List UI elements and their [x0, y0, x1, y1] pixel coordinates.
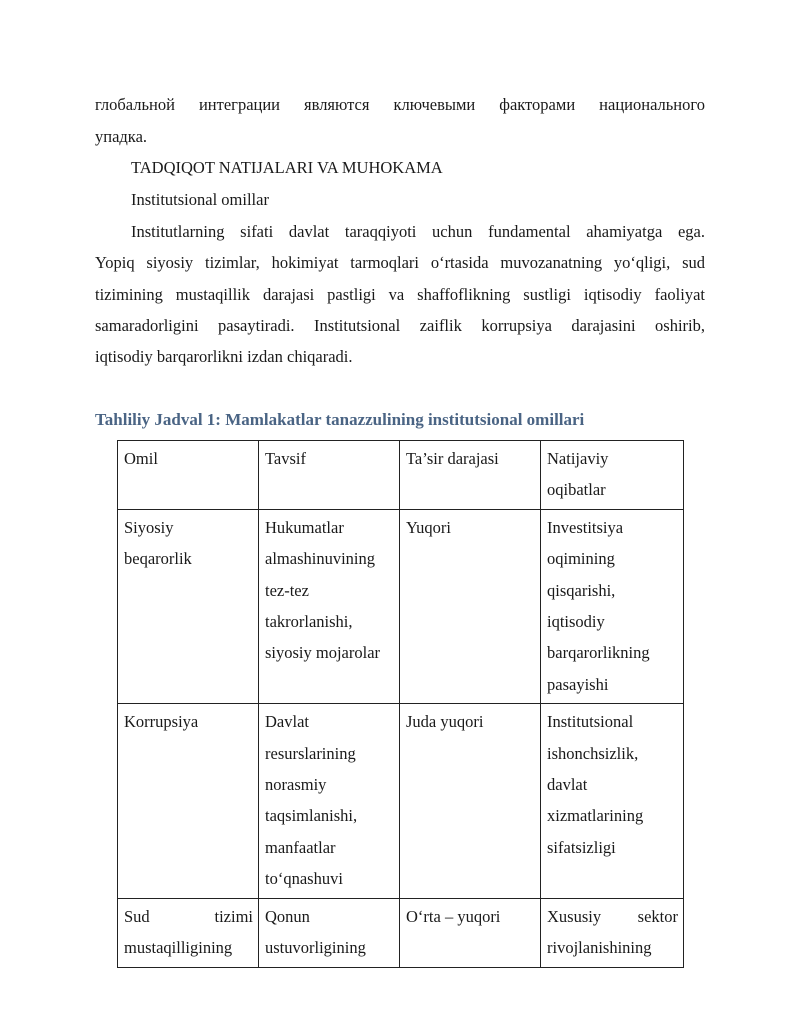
paragraph-line: Institutlarning sifati davlat taraqqiyoti uchun fundamental ahamiyatga ega.	[131, 222, 705, 241]
cell-line: Korrupsiya	[124, 712, 199, 732]
header-cell	[541, 441, 684, 510]
cell-line: Juda yuqori	[406, 712, 484, 732]
paragraph-line: tizimining mustaqillik darajasi pastligi va shaffoflikning sustligi iqtisodiy faoliyat	[95, 285, 705, 304]
cell-line: oqimining	[547, 549, 615, 569]
factors-table	[117, 440, 684, 968]
cell-line: beqarorlik	[124, 549, 192, 569]
table-cell	[118, 704, 259, 898]
cell-line: Ta’sir darajasi	[406, 449, 499, 468]
table-cell	[400, 898, 541, 967]
table-cell	[259, 704, 400, 898]
paragraph-line: глобальной интеграции являются ключевыми факторами национального	[95, 95, 705, 114]
cell-line: Hukumatlar	[265, 517, 344, 537]
cell-line: barqarorlikning	[547, 643, 650, 663]
table-header-row	[118, 441, 684, 510]
table-cell	[541, 704, 684, 898]
table-cell	[118, 898, 259, 967]
table-row	[118, 704, 684, 898]
cell-line: resurslarining	[265, 743, 356, 763]
header-cell	[118, 441, 259, 510]
cell-line: sifatsizligi	[547, 837, 616, 857]
table-row	[118, 898, 684, 967]
cell-line: O‘rta – yuqori	[406, 906, 501, 926]
table-cell	[259, 898, 400, 967]
cell-line: Investitsiya	[547, 517, 624, 537]
cell-line: Institutsional	[547, 712, 634, 732]
paragraph-line: samaradorligini pasaytiradi. Institutsional zaiflik korrupsiya darajasini oshirib,	[95, 316, 705, 335]
cell-line: xizmatlarining	[547, 806, 644, 826]
cell-line: Qonun	[265, 906, 310, 926]
cell-line: to‘qnashuvi	[265, 869, 343, 889]
subheading: Institutsional omillar	[131, 190, 269, 209]
cell-line: tez-tez	[265, 580, 309, 600]
paragraph-line: упадка.	[95, 127, 148, 146]
cell-line: Yuqori	[406, 517, 451, 537]
cell-line: takrorlanishi,	[265, 612, 353, 632]
table-cell	[400, 509, 541, 703]
cell-line: Davlat	[265, 712, 309, 732]
cell-line: taqsimlanishi,	[265, 806, 358, 826]
paragraph-line: Yopiq siyosiy tizimlar, hokimiyat tarmoqlari o‘rtasida muvozanatning yo‘qligi, sud	[95, 253, 705, 272]
table-caption: Tahliliy Jadval 1: Mamlakatlar tanazzulining institutsional omillari	[95, 410, 585, 429]
table-cell	[259, 509, 400, 703]
cell-line: rivojlanishining	[547, 938, 652, 958]
table-row	[118, 509, 684, 703]
header-cell	[259, 441, 400, 510]
cell-line: norasmiy	[265, 775, 327, 795]
cell-line: qisqarishi,	[547, 580, 616, 600]
cell-line: Omil	[124, 449, 158, 468]
cell-line: iqtisodiy	[547, 612, 605, 632]
cell-line: siyosiy mojarolar	[265, 643, 381, 663]
cell-line: pasayishi	[547, 674, 609, 694]
section-heading: TADQIQOT NATIJALARI VA MUHOKAMA	[131, 158, 443, 177]
table-cell	[118, 509, 259, 703]
table-cell	[541, 898, 684, 967]
cell-line: oqibatlar	[547, 480, 606, 500]
header-cell	[400, 441, 541, 510]
cell-line: almashinuvining	[265, 549, 375, 569]
cell-line: Tavsif	[265, 449, 307, 468]
table-cell	[541, 509, 684, 703]
cell-line: mustaqilligining	[124, 938, 233, 958]
cell-line: ishonchsizlik,	[547, 743, 639, 763]
cell-line: davlat	[547, 775, 588, 795]
paragraph-line: iqtisodiy barqarorlikni izdan chiqaradi.	[95, 347, 353, 366]
cell-line: ustuvorligining	[265, 938, 366, 958]
cell-line: manfaatlar	[265, 837, 336, 857]
table-cell	[400, 704, 541, 898]
cell-line: Siyosiy	[124, 517, 174, 537]
cell-line: Natijaviy	[547, 449, 609, 468]
cell-line: Sud tizimi	[124, 906, 253, 926]
cell-line: Xususiy sektor	[547, 906, 678, 926]
